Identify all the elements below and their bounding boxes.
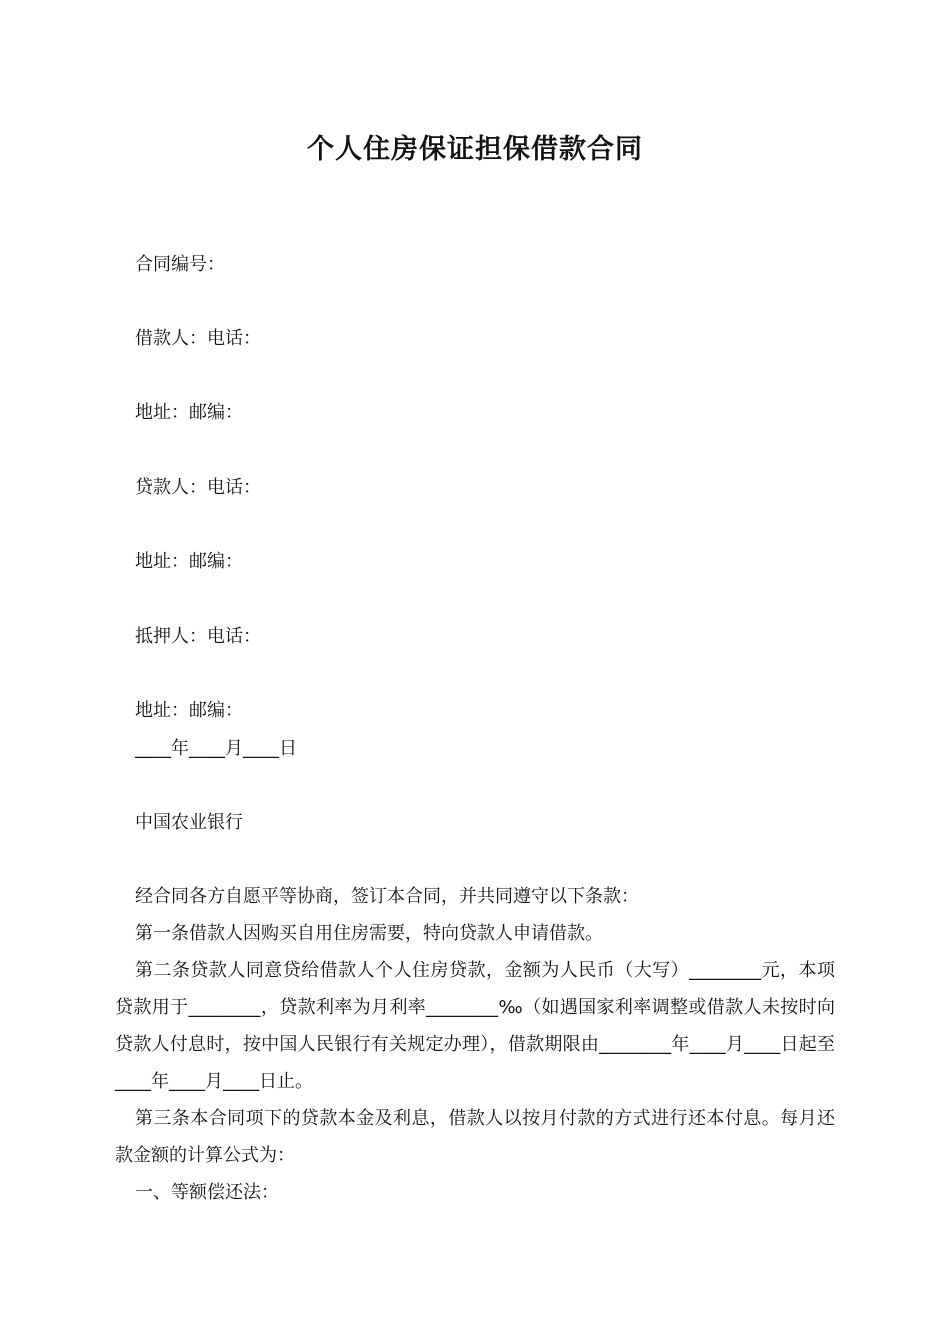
lender-field: 贷款人：电话： (135, 477, 261, 498)
article-2-paragraph: 第二条贷款人同意贷给借款人个人住房贷款，金额为人民币（大写）________元，本项贷款用于________，贷款利率为月利率________‰（如遇国家利率调整或借款人未按时向贷款人付息时，按中国人民银行有关规定办理），借款期限由________年____月____日起至____年____月____日止。 (115, 960, 835, 1092)
date-line: ____年____月____日 (135, 738, 297, 759)
article-3-paragraph: 第三条本合同项下的贷款本金及利息，借款人以按月付款的方式进行还本付息。每月还款金额的计算公式为： (115, 1108, 835, 1166)
article-1-paragraph: 第一条借款人因购买自用住房需要，特向贷款人申请借款。 (135, 923, 603, 944)
mortgagor-field: 抵押人：电话： (135, 626, 261, 647)
borrower-field: 借款人：电话： (135, 328, 261, 349)
item-1-paragraph: 一、等额偿还法： (135, 1182, 279, 1203)
bank-name: 中国农业银行 (135, 812, 243, 833)
borrower-address-field: 地址：邮编： (135, 402, 243, 423)
document-title: 个人住房保证担保借款合同 (307, 134, 643, 165)
contract-number-field: 合同编号： (135, 254, 225, 275)
preamble-paragraph: 经合同各方自愿平等协商，签订本合同，并共同遵守以下条款： (135, 886, 639, 907)
mortgagor-address-field: 地址：邮编： (135, 700, 243, 721)
lender-address-field: 地址：邮编： (135, 551, 243, 572)
